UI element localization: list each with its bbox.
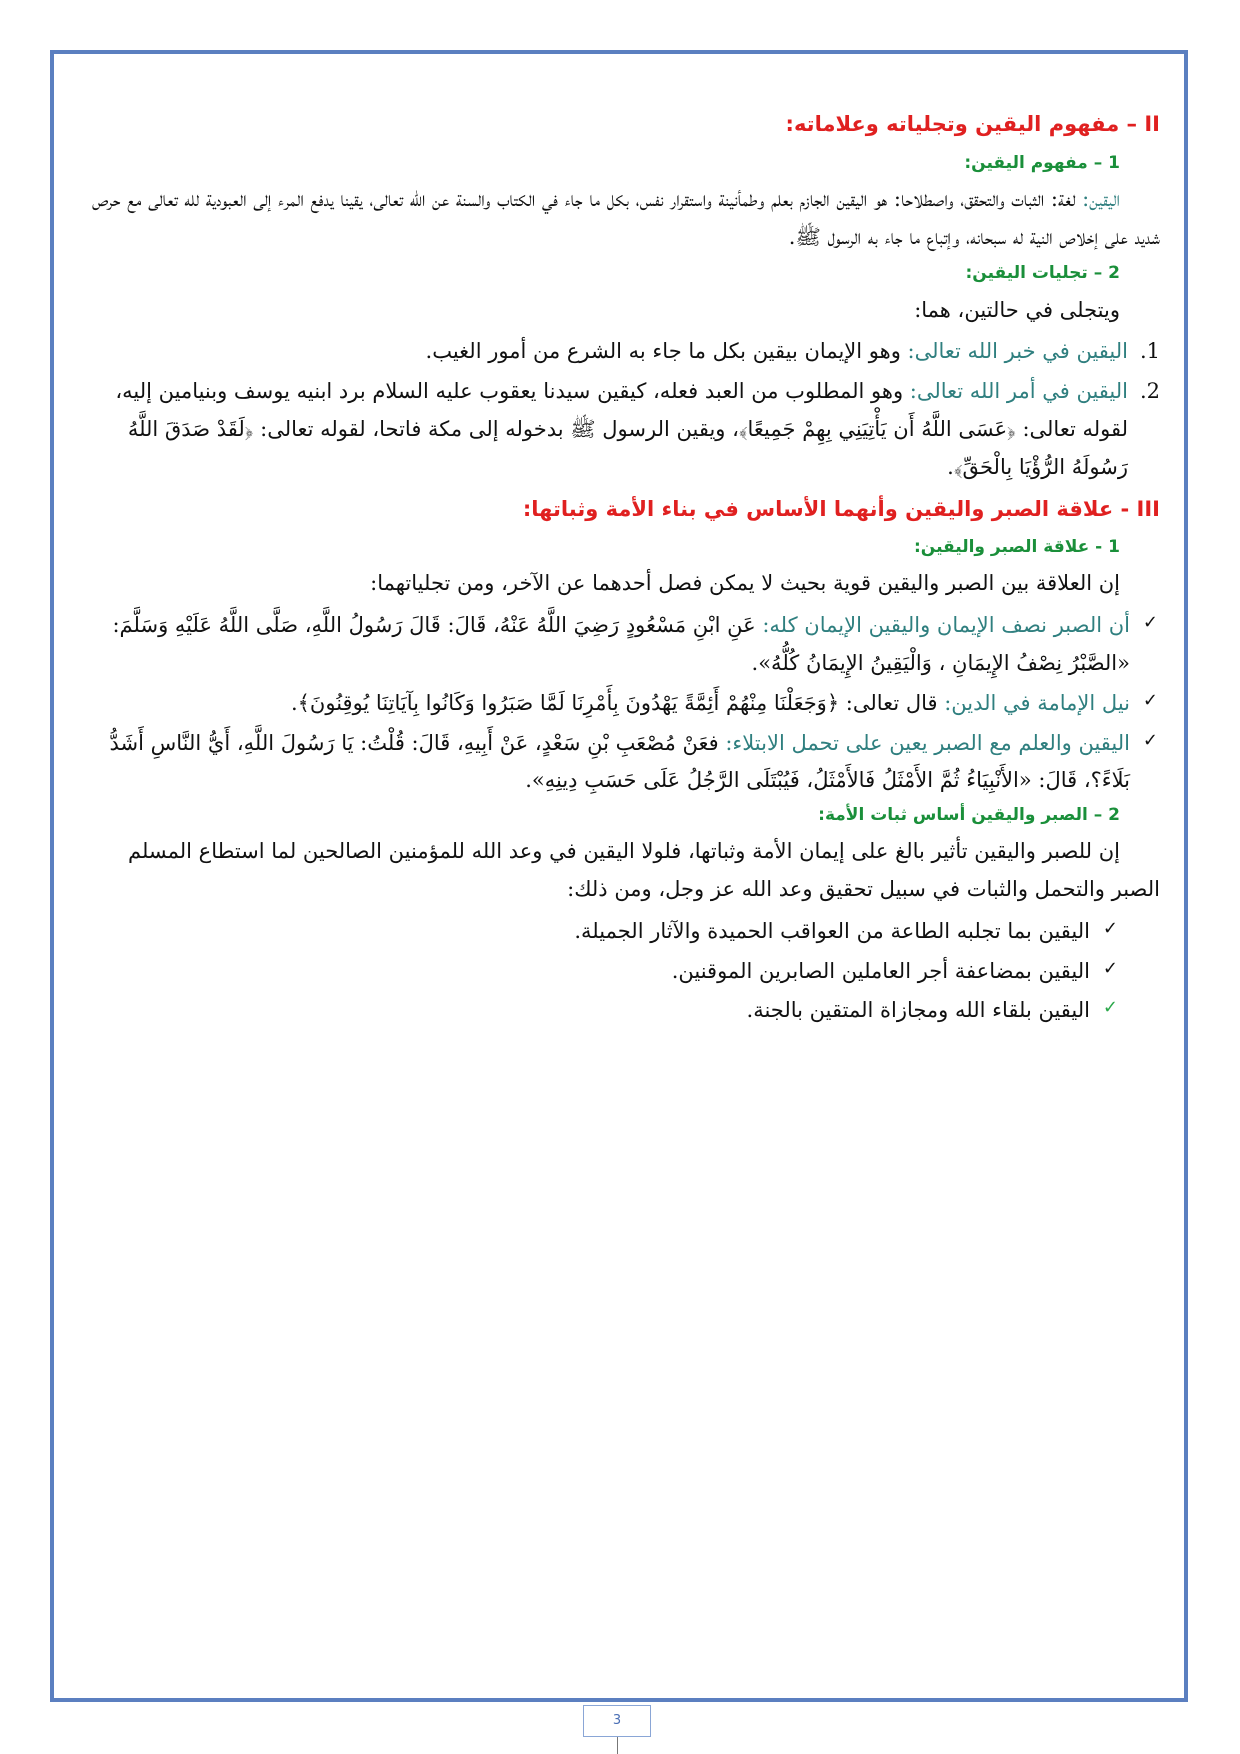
definition-paragraph <box>84 181 1160 257</box>
list-item <box>84 725 1160 801</box>
relation-intro: إن العلاقة بين الصبر واليقين قوية بحيث لا يمكن فصل أحدهما عن الآخر، ومن تجلياتهما: <box>370 571 1120 596</box>
section-3-heading: III - علاقة الصبر واليقين وأنهما الأساس في بناء الأمة وثباتها: <box>522 496 1160 521</box>
list-item-text: قال تعالى: ﴿وَجَعَلْنَا مِنْهُمْ أَئِمَّةً يَهْدُونَ بِأَمْرِنَا لَمَّا صَبَرُوا وَكَانُوا بِآيَاتِنَا يُوقِنُونَ﴾. <box>290 690 945 715</box>
checkmark-icon: ✓ <box>1102 957 1118 979</box>
section-2-heading: II – مفهوم اليقين وتجلياته وعلاماته: <box>785 112 1160 136</box>
list-item-text: وهو المطلوب من العبد فعله، كيقين سيدنا يعقوب عليه السلام برد ابنيه يوسف وبنيامين إليه، لقوله تعالى: <box>115 379 1128 441</box>
stability-intro: إن للصبر واليقين تأثير بالغ على إيمان الأمة وثباتها، فلولا اليقين في وعد الله للمؤمنين الصالحين لما استطاع المسلم الصبر والتحمل والثبات في سبيل تحقيق وعد الله عز وجل، ومن ذلك: <box>127 839 1160 902</box>
list-item-text: اليقين بلقاء الله ومجازاة المتقين بالجنة. <box>746 998 1090 1023</box>
list-item-term: اليقين في خبر الله تعالى: <box>907 339 1128 364</box>
subsection-3-1-heading: 1 - علاقة الصبر واليقين: <box>914 537 1120 558</box>
stability-list <box>84 913 1160 1030</box>
quran-verse: ﴿عَسَى اللَّهُ أَن يَأْتِيَنِي بِهِمْ جَمِيعًا﴾ <box>738 416 1016 441</box>
checkmark-icon: ✓ <box>1102 997 1118 1019</box>
list-item <box>84 992 1120 1030</box>
checkmark-icon: ✓ <box>1142 689 1158 711</box>
list-item-term: اليقين والعلم مع الصبر يعين على تحمل الابتلاء: <box>725 730 1130 755</box>
relation-list <box>84 607 1160 800</box>
list-item-text: ، ويقين الرسول ﷺ بدخوله إلى مكة فاتحا، لقوله تعالى: <box>253 416 739 441</box>
list-item-text: . <box>947 454 954 479</box>
definition-term: اليقين: <box>1082 186 1120 211</box>
list-item <box>84 333 1160 371</box>
checkmark-icon: ✓ <box>1142 729 1158 751</box>
list-item-text: وهو الإيمان بيقين بكل ما جاء به الشرع من أمور الغيب. <box>425 339 908 364</box>
document-body <box>84 108 1160 1032</box>
subsection-3-2-heading: 2 – الصبر واليقين أساس ثبات الأمة: <box>818 805 1120 826</box>
manifestations-list <box>84 333 1160 486</box>
checkmark-icon: ✓ <box>1102 917 1118 939</box>
list-item-text: عَنِ ابْنِ مَسْعُودٍ رَضِيَ اللَّهُ عَنْهُ، قَالَ: قَالَ رَسُولُ اللَّهِ، صَلَّى اللَّهُ عَلَيْهِ وَسَلَّمَ: «الصَّبْرُ نِصْفُ الإِيمَانِ ، وَالْيَقِينُ الإِيمَانُ كُلُّهُ». <box>112 613 1130 675</box>
footer-divider <box>617 1737 618 1754</box>
list-item-term: أن الصبر نصف الإيمان واليقين الإيمان كله: <box>762 613 1130 638</box>
list-item-term: نيل الإمامة في الدين: <box>944 690 1130 715</box>
list-item-text: فعَنْ مُصْعَبِ بْنِ سَعْدٍ، عَنْ أَبِيهِ، قَالَ: قُلْتُ: يَا رَسُولَ اللَّهِ، أَيُّ النَّاسِ أَشَدُّ بَلَاءً؟، قَالَ: «الأَنْبِيَاءُ ثُمَّ الأَمْثَلُ فَالأَمْثَلُ، فَيُبْتَلَى الرَّجُلُ عَلَى حَسَبِ دِينِهِ». <box>109 730 1130 793</box>
definition-text: لغة: الثبات والتحقق، واصطلاحا: هو اليقين الجازم بعلم وطمأنينة واستقرار نفس، بكل ما جاء في الكتاب والسنة عن الله تعالى، يقينا يدفع المرء إلى العبودية لله تعالى مع حرص شديد على إخلاص النية له سبحانه، وإتباع ما جاء به الرسول ﷺ. <box>92 186 1160 249</box>
subsection-2-2-heading: 2 – تجليات اليقين: <box>965 263 1120 284</box>
list-number: 1. <box>1139 339 1160 364</box>
quran-verse: ﴿لَقَدْ صَدَقَ اللَّهُ رَسُولَهُ الرُّؤْيَا بِالْحَقِّ﴾ <box>127 416 1128 479</box>
list-item-text: اليقين بمضاعفة أجر العاملين الصابرين الموقنين. <box>671 958 1090 983</box>
list-item <box>84 607 1160 683</box>
subsection-2-1-heading: 1 – مفهوم اليقين: <box>964 152 1120 173</box>
list-number: 2. <box>1139 379 1160 404</box>
list-item <box>84 685 1160 723</box>
list-item-text: اليقين بما تجلبه الطاعة من العواقب الحميدة والآثار الجميلة. <box>574 918 1090 943</box>
checkmark-icon: ✓ <box>1142 612 1158 634</box>
page-number: 3 <box>583 1705 651 1737</box>
list-item <box>84 953 1120 991</box>
list-item-term: اليقين في أمر الله تعالى: <box>909 379 1128 404</box>
manifestations-intro: ويتجلى في حالتين، هما: <box>914 297 1120 322</box>
list-item <box>84 373 1160 486</box>
list-item <box>84 913 1120 951</box>
